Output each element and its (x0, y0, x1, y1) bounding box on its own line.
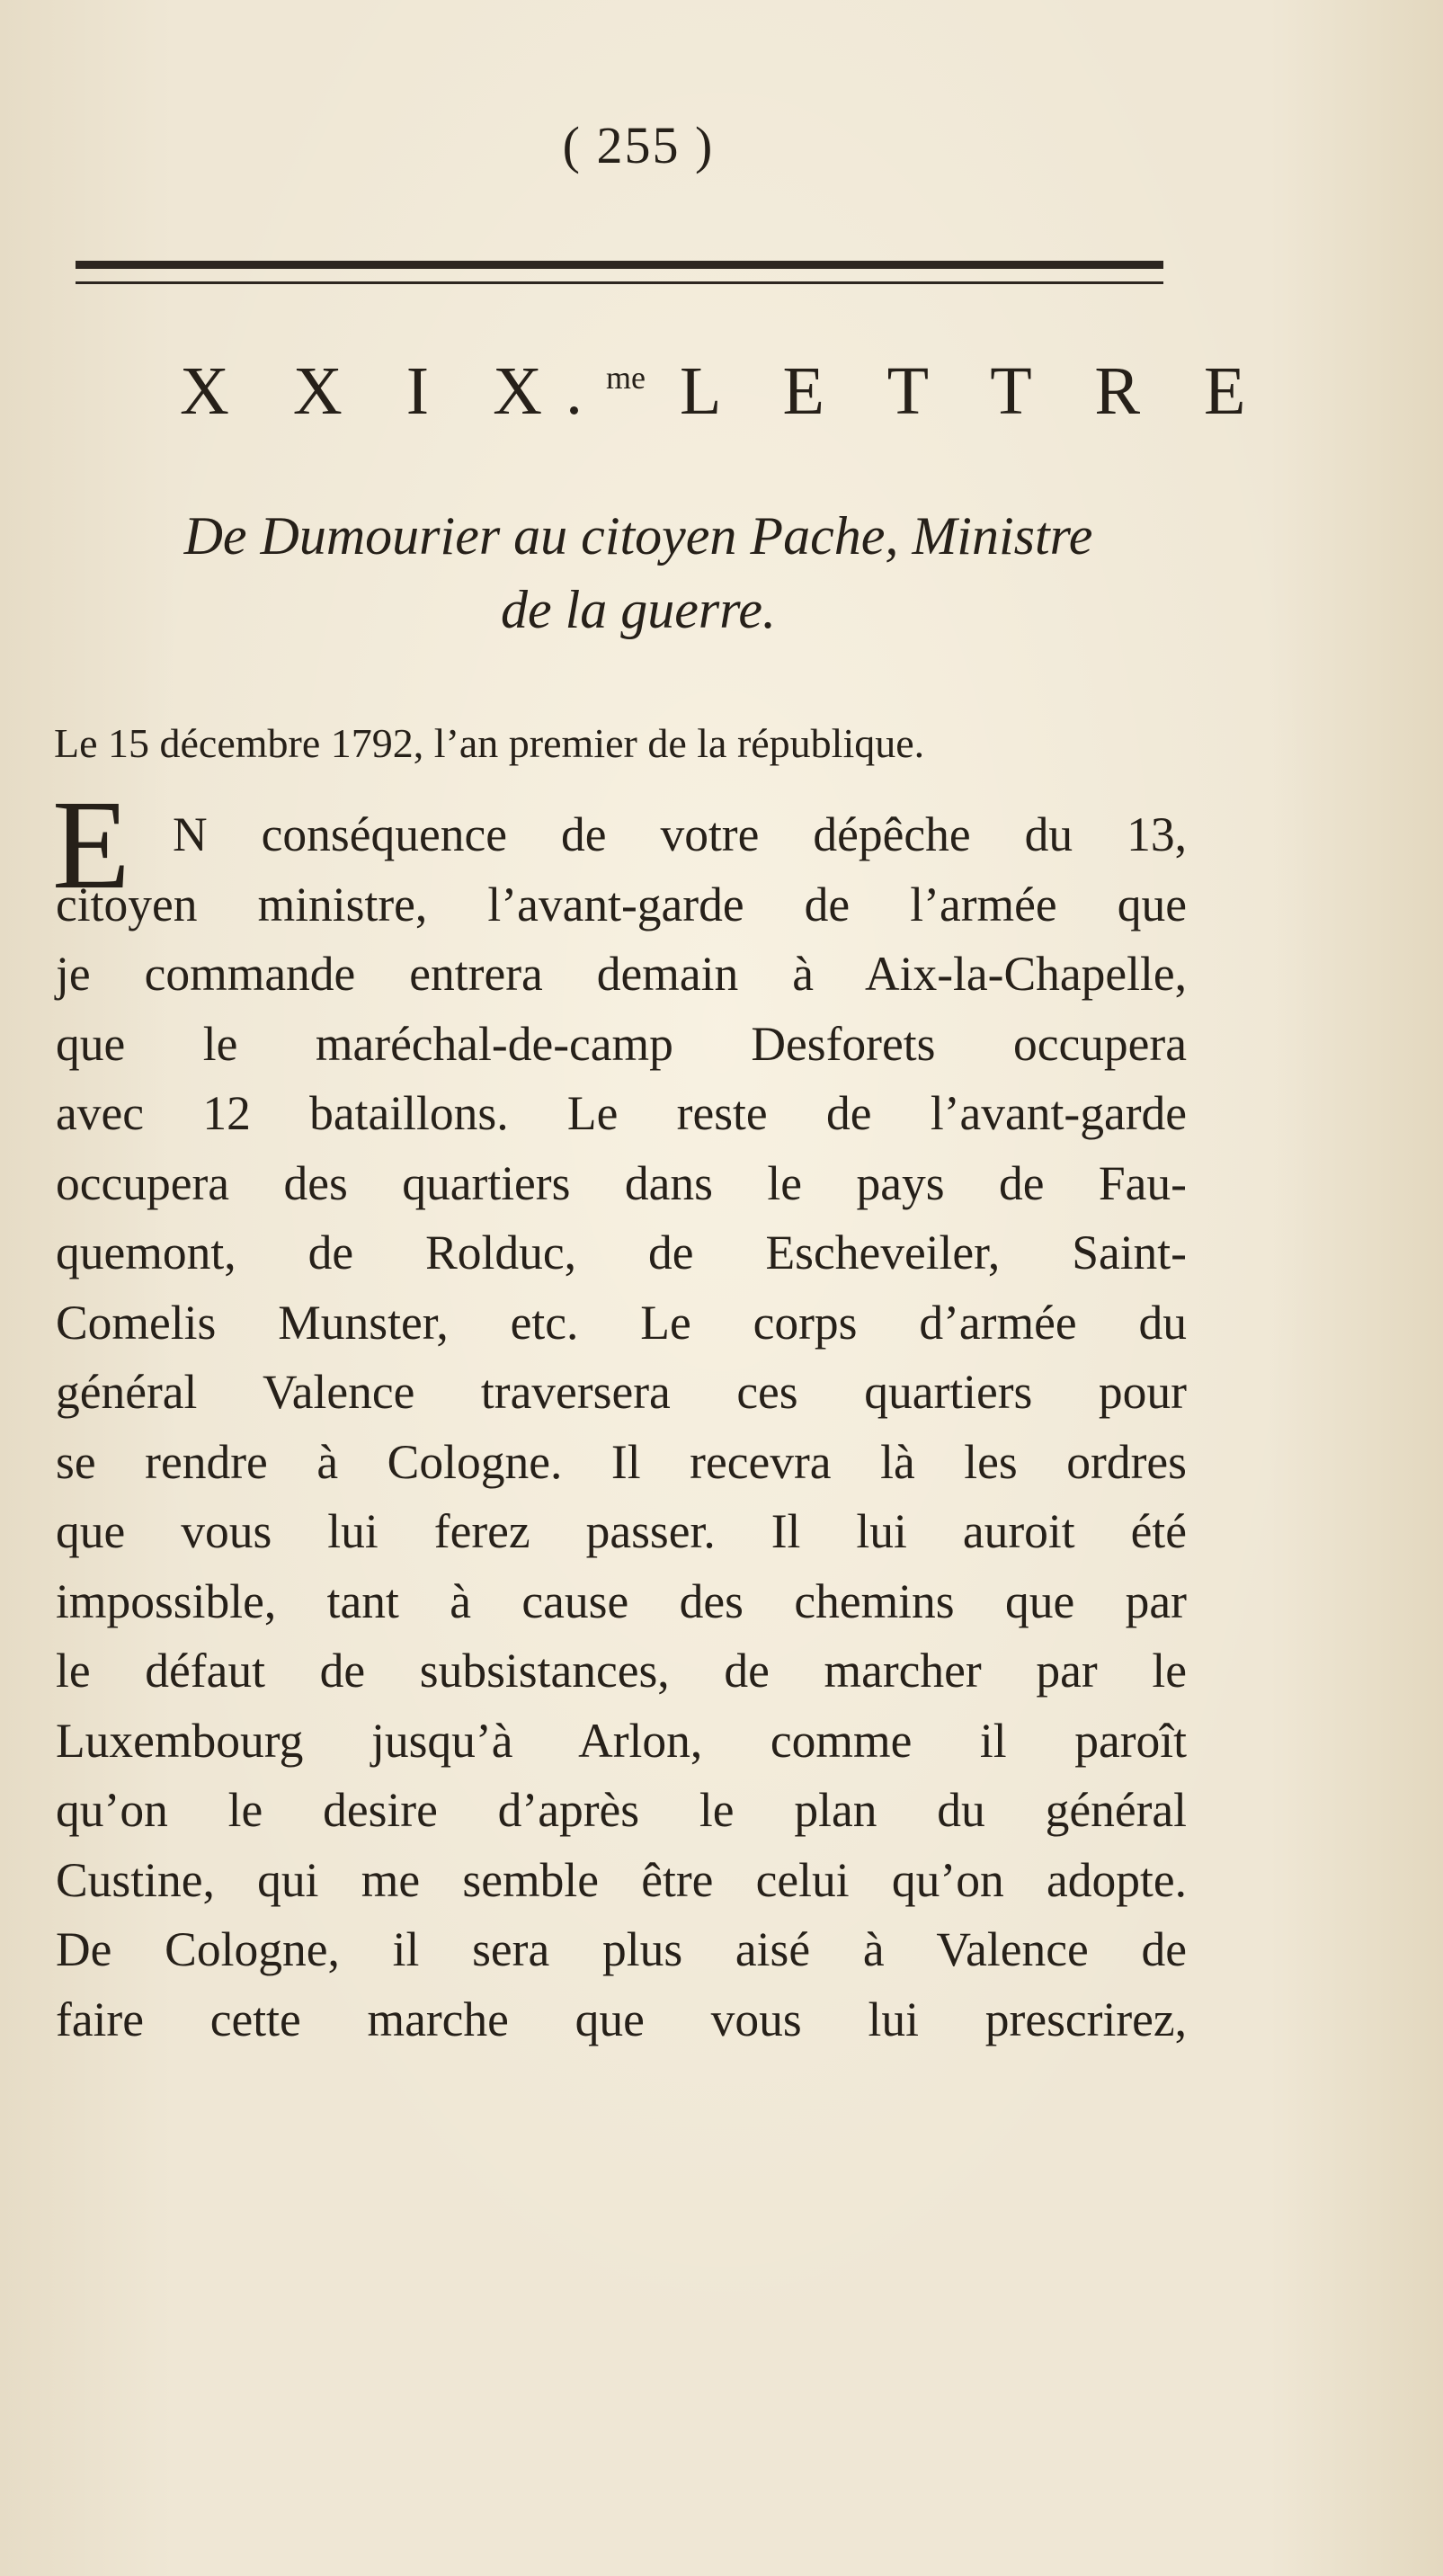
heading-word: L E T T R E (679, 353, 1269, 429)
heading-number: X X I X. (180, 353, 606, 429)
body-line: Comelis Munster, etc. Le corps d’armée du (56, 1295, 1187, 1350)
subtitle-line: de la guerre. (500, 580, 777, 639)
body-line: se rendre à Cologne. Il recevra là les ordres (56, 1434, 1187, 1489)
body-line: Custine, qui me semble être celui qu’on adopte. (56, 1852, 1187, 1907)
heading-superscript: me (605, 360, 646, 396)
body-line: faire cette marche que vous lui prescrirez, (56, 1992, 1187, 2046)
page-number: ( 255 ) (562, 116, 715, 174)
body-line: avec 12 bataillons. Le reste de l’avant-garde (56, 1086, 1187, 1140)
body-line: De Cologne, il sera plus aisé à Valence de (56, 1922, 1187, 1976)
dateline: Le 15 décembre 1792, l’an premier de la république. (54, 720, 925, 766)
body-line: que vous lui ferez passer. Il lui auroit été (56, 1504, 1187, 1558)
drop-cap: E (52, 773, 130, 915)
body-line: qu’on le desire d’après le plan du général (56, 1783, 1187, 1837)
body-line: général Valence traversera ces quartiers pour (56, 1365, 1187, 1419)
body-line: je commande entrera demain à Aix-la-Chapelle, (56, 947, 1187, 1001)
body-line: occupera des quartiers dans le pays de Fau- (56, 1155, 1187, 1210)
header-rule-thin (76, 281, 1163, 284)
body-line: Luxembourg jusqu’à Arlon, comme il paroît (56, 1713, 1187, 1768)
letter-body (56, 800, 1187, 2055)
body-line: citoyen ministre, l’avant-garde de l’armée que (56, 877, 1187, 931)
body-line: que le maréchal-de-camp Desforets occupera (56, 1016, 1187, 1071)
letter-subtitle (54, 499, 1223, 646)
letter-heading (180, 352, 1269, 431)
subtitle-line: De Dumourier au citoyen Pache, Ministre (183, 506, 1093, 566)
body-line: N conséquence de votre dépêche du 13, (173, 807, 1187, 861)
body-line: impossible, tant à cause des chemins que par (56, 1573, 1187, 1628)
body-line: quemont, de Rolduc, de Escheveiler, Saint- (56, 1226, 1187, 1279)
header-rule-thick (76, 261, 1163, 269)
body-line: le défaut de subsistances, de marcher par le (56, 1644, 1187, 1698)
